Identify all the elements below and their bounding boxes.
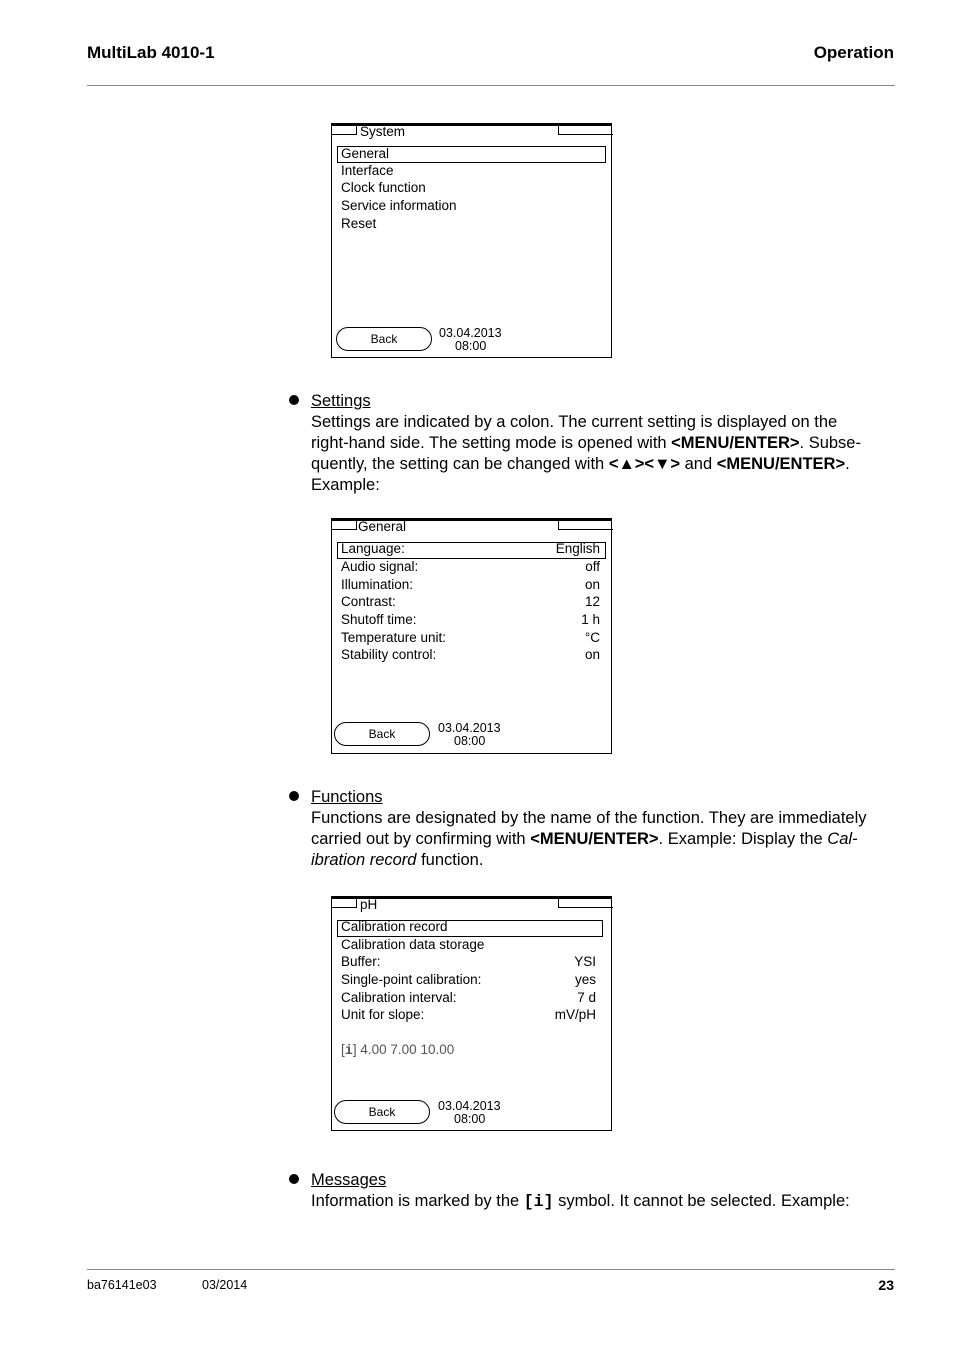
ph-menu-screen: [331, 896, 612, 1131]
menu-item-general[interactable]: General: [341, 146, 390, 161]
status-time: 08:00: [454, 1112, 486, 1126]
setting-audio-signal[interactable]: Audio signal: off: [341, 559, 600, 574]
messages-section: Messages Information is marked by the [i] symbol. It cannot be selected. Example:: [311, 1171, 850, 1211]
menu-enter-key: <MENU/ENTER>: [716, 455, 846, 473]
bullet-icon: [289, 791, 299, 801]
menu-item-clock-function[interactable]: Clock function: [341, 180, 426, 195]
status-date: 03.04.2013: [438, 1099, 501, 1113]
setting-temperature-unit[interactable]: Temperature unit: °C: [341, 630, 600, 645]
back-button[interactable]: Back: [334, 722, 430, 746]
system-menu-screen: [331, 123, 612, 358]
bullet-icon: [289, 395, 299, 405]
menu-enter-key: <MENU/ENTER>: [671, 434, 800, 452]
running-header-section: Operation: [813, 43, 894, 62]
menu-item-reset[interactable]: Reset: [341, 216, 377, 231]
bullet-icon: [289, 1174, 299, 1184]
functions-heading: Functions: [311, 788, 383, 806]
header-rule: [87, 85, 895, 86]
footer-rule: [87, 1269, 895, 1270]
messages-heading: Messages: [311, 1171, 387, 1189]
menu-item-interface[interactable]: Interface: [341, 163, 394, 178]
running-header-title: MultiLab 4010-1: [87, 43, 215, 62]
setting-language[interactable]: Language: English: [341, 541, 600, 556]
menu-item-service-information[interactable]: Service information: [341, 198, 457, 213]
general-settings-screen: [331, 518, 612, 754]
setting-buffer[interactable]: Buffer: YSI: [341, 954, 596, 969]
footer-date: 03/2014: [202, 1278, 248, 1292]
screen-title: General: [358, 519, 407, 534]
menu-item-calibration-data-storage[interactable]: Calibration data storage: [341, 937, 485, 952]
setting-unit-for-slope[interactable]: Unit for slope: mV/pH: [341, 1007, 596, 1022]
page-number: 23: [878, 1277, 894, 1293]
back-button[interactable]: Back: [336, 327, 432, 351]
info-icon: i: [344, 1044, 353, 1059]
setting-contrast[interactable]: Contrast: 12: [341, 594, 600, 609]
setting-single-point-calibration[interactable]: Single-point calibration: yes: [341, 972, 596, 987]
setting-stability-control[interactable]: Stability control: on: [341, 647, 600, 662]
screen-title: System: [360, 124, 406, 139]
menu-enter-key: <MENU/ENTER>: [530, 830, 659, 848]
settings-section: Settings Settings are indicated by a colon. The current setting is displayed on the right-hand side. The setting mode is opened with <MENU/ENTER>. Subse- quently, the setting can be changed with <▲><▼> and <MENU/ENTER>. Example:: [311, 392, 861, 494]
arrow-keys: <▲><▼>: [608, 455, 681, 473]
screen-title: pH: [360, 897, 378, 912]
status-date: 03.04.2013: [438, 721, 501, 735]
footer-doc-number: ba76141e03: [87, 1278, 157, 1292]
menu-item-calibration-record[interactable]: Calibration record: [341, 919, 448, 934]
status-date: 03.04.2013: [439, 326, 502, 340]
back-button[interactable]: Back: [334, 1100, 430, 1124]
status-time: 08:00: [455, 339, 487, 353]
settings-heading: Settings: [311, 392, 371, 410]
functions-section: Functions Functions are designated by the name of the function. They are immediately carried out by confirming with <MENU/ENTER>. Example: Display the Cal- ibration record function.: [311, 788, 867, 869]
setting-shutoff-time[interactable]: Shutoff time: 1 h: [341, 612, 600, 627]
info-message: [i] 4.00 7.00 10.00: [341, 1042, 455, 1059]
setting-calibration-interval[interactable]: Calibration interval: 7 d: [341, 990, 596, 1005]
status-time: 08:00: [454, 734, 486, 748]
info-symbol: [i]: [523, 1192, 554, 1211]
setting-illumination[interactable]: Illumination: on: [341, 577, 600, 592]
